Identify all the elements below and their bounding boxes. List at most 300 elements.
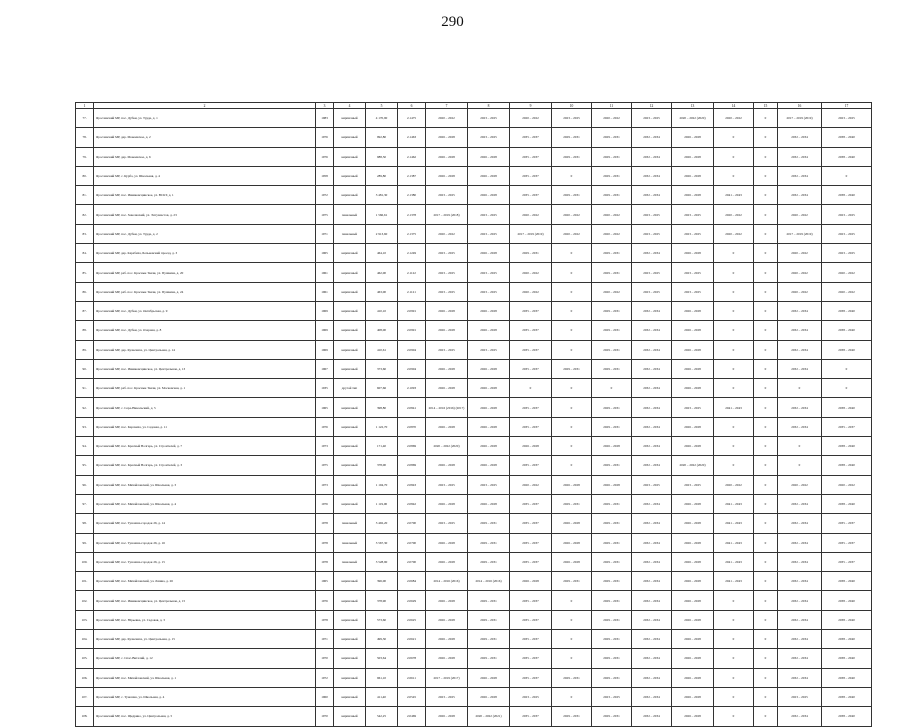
table-cell: 2035 – 2037 bbox=[510, 186, 552, 205]
table-cell: 2023 – 2025 bbox=[632, 282, 672, 301]
address-cell: Ярославский МР, дер. Кузнечиха, ул. Центральная, д. 14 bbox=[94, 340, 316, 359]
table-cell: 2029 – 2031 bbox=[592, 128, 632, 147]
table-cell: 2032 – 2034 bbox=[778, 668, 822, 687]
address-cell: Ярославский МР, пос. Ивняковсцинское, ул. Центральная, д. 15 bbox=[94, 591, 316, 610]
table-cell: 1978 bbox=[316, 610, 334, 629]
table-cell: 105. bbox=[76, 649, 94, 668]
table-cell: 2020 – 2022 bbox=[552, 205, 592, 224]
column-header: 2 bbox=[94, 103, 316, 109]
column-header: 14 bbox=[714, 103, 754, 109]
address-cell: Ярославский МР, дер. Мокеевское, д. 2 bbox=[94, 128, 316, 147]
table-cell: 2038 – 2040 bbox=[822, 340, 872, 359]
table-cell: 2020 – 2022 bbox=[714, 109, 754, 128]
table-row bbox=[76, 475, 872, 494]
table-row bbox=[76, 417, 872, 436]
table-cell: 2020 – 2022 bbox=[714, 205, 754, 224]
table-cell: 83. bbox=[76, 224, 94, 243]
table-cell: 2026 – 2028 bbox=[426, 456, 468, 475]
table-cell: 2.0869 bbox=[398, 456, 426, 475]
table-cell: 0 bbox=[552, 263, 592, 282]
address-cell: Ярославский МР, пос. Карачиха, ул. Садовая, д. 11 bbox=[94, 417, 316, 436]
table-cell: 2029 – 2031 bbox=[552, 707, 592, 726]
table-cell: 2023 – 2025 bbox=[468, 224, 510, 243]
table-cell: 2023 – 2025 bbox=[426, 687, 468, 706]
table-cell: 2 913,60 bbox=[366, 224, 398, 243]
table-cell: кирпичный bbox=[334, 649, 366, 668]
table-cell: 2023 – 2025 bbox=[426, 263, 468, 282]
table-cell: 2029 – 2031 bbox=[592, 340, 632, 359]
table-row bbox=[76, 552, 872, 571]
table-cell: 2038 – 2040 bbox=[822, 321, 872, 340]
table-cell: кирпичный bbox=[334, 398, 366, 417]
table-row bbox=[76, 128, 872, 147]
table-cell: 2.0625 bbox=[398, 610, 426, 629]
table-cell: 2026 – 2028 bbox=[672, 340, 714, 359]
table-cell: 2023 – 2025 bbox=[672, 398, 714, 417]
table-cell: 2029 – 2031 bbox=[592, 359, 632, 378]
table-cell: 2026 – 2028 bbox=[426, 379, 468, 398]
table-cell: 2038 – 2040 bbox=[822, 301, 872, 320]
table-row bbox=[76, 707, 872, 726]
table-cell: 2026 – 2028 bbox=[426, 533, 468, 552]
table-cell: 0 bbox=[778, 456, 822, 475]
table-cell: 289,80 bbox=[366, 166, 398, 185]
table-row bbox=[76, 610, 872, 629]
table-cell: 0 bbox=[754, 321, 778, 340]
table-cell: 2.0870 bbox=[398, 417, 426, 436]
table-row bbox=[76, 437, 872, 456]
address-cell: Ярославский МР, дер. Мокеевское, д. 6 bbox=[94, 147, 316, 166]
table-cell: 0 bbox=[754, 610, 778, 629]
table-cell: 1961 bbox=[316, 263, 334, 282]
table-cell: 2029 – 2031 bbox=[552, 668, 592, 687]
table-cell: 1983 bbox=[316, 109, 334, 128]
table-cell: 2029 – 2031 bbox=[468, 649, 510, 668]
table-cell: 2026 – 2028 bbox=[552, 533, 592, 552]
table-cell: 2020 – 2022 (2020) bbox=[672, 456, 714, 475]
table-cell: 99. bbox=[76, 533, 94, 552]
table-cell: 2032 – 2034 bbox=[778, 514, 822, 533]
table-cell: 2041 – 2043 bbox=[714, 572, 754, 591]
table-cell: 2032 – 2034 bbox=[632, 166, 672, 185]
table-cell: 2017 – 2019 (2019) bbox=[778, 109, 822, 128]
table-cell: 2026 – 2028 bbox=[426, 630, 468, 649]
table-cell: 2029 – 2031 bbox=[592, 244, 632, 263]
table-cell: кирпичный bbox=[334, 301, 366, 320]
column-header: 12 bbox=[632, 103, 672, 109]
table-cell: 97. bbox=[76, 494, 94, 513]
table-row bbox=[76, 244, 872, 263]
table-cell: 2032 – 2034 bbox=[632, 301, 672, 320]
column-header: 1 bbox=[76, 103, 94, 109]
table-cell: 100. bbox=[76, 552, 94, 571]
table-row bbox=[76, 514, 872, 533]
table-cell: 0 bbox=[552, 417, 592, 436]
table-cell: 2023 – 2025 bbox=[822, 109, 872, 128]
column-header: 9 bbox=[510, 103, 552, 109]
table-cell: 2020 – 2022 bbox=[510, 109, 552, 128]
table-cell: 2029 – 2031 bbox=[592, 707, 632, 726]
table-cell: 2.0678 bbox=[398, 649, 426, 668]
table-row bbox=[76, 147, 872, 166]
table-cell: 2.1378 bbox=[398, 205, 426, 224]
table-cell: 86. bbox=[76, 282, 94, 301]
table-cell: 2026 – 2028 bbox=[510, 437, 552, 456]
table-cell: 2.1375 bbox=[398, 224, 426, 243]
table-row bbox=[76, 224, 872, 243]
table-cell: 378,90 bbox=[366, 591, 398, 610]
table-cell: 80. bbox=[76, 166, 94, 185]
table-cell: 2023 – 2025 bbox=[632, 475, 672, 494]
table-cell: 2023 – 2025 bbox=[426, 282, 468, 301]
table-cell: 464,10 bbox=[366, 244, 398, 263]
table-cell: 2032 – 2034 bbox=[778, 552, 822, 571]
table-cell: 2029 – 2031 bbox=[552, 147, 592, 166]
address-cell: Ярославский МР, пос. Туношна-городок 26, д. 15 bbox=[94, 552, 316, 571]
table-cell: 0 bbox=[754, 128, 778, 147]
table-cell: 2038 – 2040 bbox=[822, 687, 872, 706]
table-cell: 98. bbox=[76, 514, 94, 533]
table-cell: 2020 – 2022 bbox=[822, 263, 872, 282]
table-cell: 2023 – 2025 bbox=[672, 205, 714, 224]
table-cell: 2026 – 2028 bbox=[426, 591, 468, 610]
table-cell: 0 bbox=[754, 649, 778, 668]
table-cell: 0 bbox=[714, 282, 754, 301]
table-cell: 2032 – 2034 bbox=[778, 398, 822, 417]
table-cell: кирпичный bbox=[334, 437, 366, 456]
table-cell: 2032 – 2034 bbox=[632, 244, 672, 263]
table-cell: 2026 – 2028 bbox=[426, 707, 468, 726]
table-cell: 2026 – 2028 bbox=[468, 244, 510, 263]
table-cell: 2041 – 2043 bbox=[714, 398, 754, 417]
address-cell: Ярославский МР, пос. Михайловский, ул. Школьная, д. 4 bbox=[94, 494, 316, 513]
table-cell: 108. bbox=[76, 707, 94, 726]
table-cell: 2023 – 2025 bbox=[632, 263, 672, 282]
table-cell: 2023 – 2025 bbox=[510, 687, 552, 706]
table-cell: 1976 bbox=[316, 147, 334, 166]
table-cell: 2020 – 2022 bbox=[822, 282, 872, 301]
table-cell: 2032 – 2034 bbox=[778, 417, 822, 436]
table-cell: 2.0843 bbox=[398, 475, 426, 494]
table-row bbox=[76, 109, 872, 128]
column-header: 13 bbox=[672, 103, 714, 109]
table-row bbox=[76, 398, 872, 417]
table-cell: 0 bbox=[822, 379, 872, 398]
table-cell: 0 bbox=[754, 340, 778, 359]
table-row bbox=[76, 205, 872, 224]
address-cell: Ярославский МР, с. Курба, ул. Школьная, д. 4 bbox=[94, 166, 316, 185]
table-cell: 2035 – 2037 bbox=[510, 707, 552, 726]
table-cell: 2.0869 bbox=[398, 437, 426, 456]
table-cell: 2017 – 2019 (2017) bbox=[426, 668, 468, 687]
table-cell: 2035 – 2037 bbox=[510, 166, 552, 185]
table-cell: 2035 – 2037 bbox=[510, 456, 552, 475]
table-cell: 102. bbox=[76, 591, 94, 610]
table-cell: 0 bbox=[754, 572, 778, 591]
table-cell: 2017 – 2019 (2019) bbox=[510, 224, 552, 243]
table-cell: 0 bbox=[552, 456, 592, 475]
table-cell: 2014 – 2016 (2016) bbox=[426, 572, 468, 591]
table-cell: 411,40 bbox=[366, 687, 398, 706]
column-header: 3 bbox=[316, 103, 334, 109]
table-cell: 988,50 bbox=[366, 147, 398, 166]
table-cell: 2029 – 2031 bbox=[592, 456, 632, 475]
address-cell: Ярославский МР, раб. пос. Красные Ткачи, ул. Московская, д. 1 bbox=[94, 379, 316, 398]
table-cell: 2023 – 2025 bbox=[552, 109, 592, 128]
table-cell: 2029 – 2031 bbox=[592, 630, 632, 649]
table-cell: 0 bbox=[754, 166, 778, 185]
table-cell: 1976 bbox=[316, 591, 334, 610]
table-cell: 2020 – 2022 bbox=[552, 224, 592, 243]
table-cell: 0 bbox=[754, 186, 778, 205]
table-cell: 79. bbox=[76, 147, 94, 166]
table-cell: 1960 bbox=[316, 687, 334, 706]
table-cell: 2032 – 2034 bbox=[632, 572, 672, 591]
table-cell: 2035 – 2037 bbox=[822, 552, 872, 571]
table-cell: 0 bbox=[552, 437, 592, 456]
table-cell: 2026 – 2028 bbox=[672, 128, 714, 147]
table-cell: 2035 – 2037 bbox=[510, 340, 552, 359]
table-cell: 0 bbox=[552, 301, 592, 320]
table-cell: 2035 – 2037 bbox=[510, 301, 552, 320]
address-cell: Ярославский МР, раб. пос. Красные Ткачи, ул. Пушкина, д. 20 bbox=[94, 263, 316, 282]
table-cell: 378,00 bbox=[366, 456, 398, 475]
table-cell: 2023 – 2025 bbox=[426, 475, 468, 494]
table-cell: 607,66 bbox=[366, 379, 398, 398]
column-header: 10 bbox=[552, 103, 592, 109]
table-cell: кирпичный bbox=[334, 147, 366, 166]
address-cell: Ярославский МР, пос. Туношна-городок 26, д. 16 bbox=[94, 533, 316, 552]
table-cell: 0 bbox=[754, 475, 778, 494]
table-cell: 106. bbox=[76, 668, 94, 687]
table-cell: 2017 – 2019 (2019) bbox=[778, 224, 822, 243]
table-cell: 2026 – 2028 bbox=[468, 668, 510, 687]
table-cell: 2032 – 2034 bbox=[778, 533, 822, 552]
table-cell: 2026 – 2028 bbox=[672, 630, 714, 649]
table-cell: 2026 – 2028 bbox=[510, 572, 552, 591]
table-row bbox=[76, 630, 872, 649]
table-cell: 2032 – 2034 bbox=[632, 359, 672, 378]
address-cell: Ярославский МР, пос. Красный Волгарь, ул. Строителей, д. 7 bbox=[94, 437, 316, 456]
table-cell: 2035 – 2037 bbox=[510, 398, 552, 417]
table-cell: 1935 bbox=[316, 379, 334, 398]
table-row bbox=[76, 321, 872, 340]
table-cell: 2026 – 2028 bbox=[672, 147, 714, 166]
table-cell: 0 bbox=[714, 359, 754, 378]
table-cell: 0 bbox=[754, 591, 778, 610]
table-cell: 84. bbox=[76, 244, 94, 263]
column-header: 6 bbox=[398, 103, 426, 109]
table-row bbox=[76, 359, 872, 378]
table-cell: 0 bbox=[754, 379, 778, 398]
table-cell: 2026 – 2028 bbox=[672, 687, 714, 706]
table-cell: 398,80 bbox=[366, 398, 398, 417]
column-header: 16 bbox=[778, 103, 822, 109]
table-cell: 0 bbox=[714, 128, 754, 147]
table-cell: 2029 – 2031 bbox=[552, 572, 592, 591]
table-cell: 2020 – 2022 bbox=[510, 205, 552, 224]
table-cell: 0 bbox=[714, 417, 754, 436]
table-cell: кирпичный bbox=[334, 166, 366, 185]
table-cell: 1 104,70 bbox=[366, 475, 398, 494]
table-cell: 2.0700 bbox=[398, 552, 426, 571]
address-cell: Ярославский МР, пос. Красный Волгарь, ул. Строителей, д. 3 bbox=[94, 456, 316, 475]
table-cell: 2029 – 2031 bbox=[592, 301, 632, 320]
table-cell: 92. bbox=[76, 398, 94, 417]
table-cell: 2020 – 2022 bbox=[778, 282, 822, 301]
table-cell: 0 bbox=[754, 301, 778, 320]
table-cell: 2023 – 2025 bbox=[672, 224, 714, 243]
table-cell: 0 bbox=[552, 630, 592, 649]
table-cell: 2032 – 2034 bbox=[778, 147, 822, 166]
table-cell: 2.0841 bbox=[398, 398, 426, 417]
table-cell: 2038 – 2040 bbox=[822, 610, 872, 629]
table-cell: 2029 – 2031 bbox=[592, 668, 632, 687]
table-cell: 2026 – 2028 bbox=[672, 244, 714, 263]
address-cell: Ярославский МР, пос. Ивняковсцинское, ул. ВСКТ, д. 1 bbox=[94, 186, 316, 205]
table-cell: 1970 bbox=[316, 649, 334, 668]
table-cell: 2017 – 2019 (2018) bbox=[426, 205, 468, 224]
table-cell: 1 566,61 bbox=[366, 205, 398, 224]
table-cell: 2.0991 bbox=[398, 321, 426, 340]
table-cell: 0 bbox=[822, 359, 872, 378]
table-cell: 2.1093 bbox=[398, 379, 426, 398]
table-cell: 2020 – 2022 (2020) bbox=[672, 109, 714, 128]
table-cell: кирпичный bbox=[334, 475, 366, 494]
table-cell: 2020 – 2022 bbox=[778, 263, 822, 282]
table-cell: 85. bbox=[76, 263, 94, 282]
address-cell: Ярославский МР, дер. Карабиха, Бельковский проезд, д. 3 bbox=[94, 244, 316, 263]
table-cell: 2041 – 2043 bbox=[714, 533, 754, 552]
table-row bbox=[76, 591, 872, 610]
table-cell: 2023 – 2025 bbox=[468, 475, 510, 494]
table-cell: 2029 – 2031 bbox=[592, 398, 632, 417]
table-cell: 2020 – 2022 bbox=[592, 205, 632, 224]
table-cell: 2032 – 2034 bbox=[778, 630, 822, 649]
table-cell: 2032 – 2034 bbox=[632, 379, 672, 398]
table-cell: 107. bbox=[76, 687, 94, 706]
table-cell: кирпичный bbox=[334, 417, 366, 436]
table-cell: 3 481,30 bbox=[366, 186, 398, 205]
table-cell: 2029 – 2031 bbox=[592, 591, 632, 610]
table-cell: 2026 – 2028 bbox=[426, 649, 468, 668]
table-cell: 2029 – 2031 bbox=[592, 514, 632, 533]
table-cell: 2029 – 2031 bbox=[552, 359, 592, 378]
table-cell: 2029 – 2031 bbox=[468, 630, 510, 649]
table-cell: 2026 – 2028 bbox=[672, 379, 714, 398]
table-cell: 171,40 bbox=[366, 437, 398, 456]
table-cell: 2.0700 bbox=[398, 514, 426, 533]
table-cell: 2032 – 2034 bbox=[632, 340, 672, 359]
table-cell: 2023 – 2025 bbox=[672, 475, 714, 494]
table-cell: кирпичный bbox=[334, 707, 366, 726]
table-cell: 2032 – 2034 bbox=[632, 456, 672, 475]
table-cell: 2035 – 2037 bbox=[510, 668, 552, 687]
table-cell: 408,00 bbox=[366, 321, 398, 340]
table-cell: 1976 bbox=[316, 417, 334, 436]
table-cell: 2026 – 2028 bbox=[426, 128, 468, 147]
table-cell: 1 119,00 bbox=[366, 494, 398, 513]
table-cell: 2023 – 2025 bbox=[426, 244, 468, 263]
table-cell: 2035 – 2037 bbox=[822, 533, 872, 552]
table-cell: 2029 – 2031 bbox=[592, 533, 632, 552]
table-cell: панельный bbox=[334, 552, 366, 571]
table-cell: 2023 – 2025 bbox=[632, 205, 672, 224]
table-cell: 2026 – 2028 bbox=[672, 707, 714, 726]
table-cell: 3 528,90 bbox=[366, 552, 398, 571]
table-cell: кирпичный bbox=[334, 128, 366, 147]
capital-repair-schedule-table bbox=[75, 102, 872, 727]
table-cell: 2020 – 2022 bbox=[426, 224, 468, 243]
table-cell: 2026 – 2028 bbox=[552, 552, 592, 571]
table-cell: 0 bbox=[552, 591, 592, 610]
table-cell: 2026 – 2028 bbox=[672, 437, 714, 456]
table-cell: 0 bbox=[754, 456, 778, 475]
table-cell: 77. bbox=[76, 109, 94, 128]
table-cell: 2035 – 2037 bbox=[510, 610, 552, 629]
table-cell: 2023 – 2025 bbox=[672, 282, 714, 301]
table-cell: 0 bbox=[714, 630, 754, 649]
table-cell: 3 492,20 bbox=[366, 514, 398, 533]
table-cell: 0 bbox=[714, 321, 754, 340]
table-cell: 1976 bbox=[316, 494, 334, 513]
table-cell: 2032 – 2034 bbox=[632, 649, 672, 668]
table-cell: 90. bbox=[76, 359, 94, 378]
table-cell: 96. bbox=[76, 475, 94, 494]
table-cell: 1965 bbox=[316, 244, 334, 263]
table-cell: 0 bbox=[714, 707, 754, 726]
table-cell: 0 bbox=[552, 398, 592, 417]
table-cell: 373,60 bbox=[366, 359, 398, 378]
table-cell: 2020 – 2022 bbox=[592, 224, 632, 243]
table-cell: 2020 – 2022 bbox=[592, 109, 632, 128]
table-cell: 2026 – 2028 bbox=[426, 301, 468, 320]
table-cell: 2029 – 2031 bbox=[592, 610, 632, 629]
table-cell: 101. bbox=[76, 572, 94, 591]
table-cell: 2023 – 2025 bbox=[426, 186, 468, 205]
table-cell: 0 bbox=[552, 610, 592, 629]
table-cell: 2026 – 2028 bbox=[672, 610, 714, 629]
table-cell: 2029 – 2031 bbox=[592, 494, 632, 513]
table-cell: 2026 – 2028 bbox=[468, 494, 510, 513]
table-cell: 2026 – 2028 bbox=[426, 610, 468, 629]
table-cell: 2026 – 2028 bbox=[426, 166, 468, 185]
table-cell: 0 bbox=[552, 244, 592, 263]
table-cell: 2026 – 2028 bbox=[672, 668, 714, 687]
table-cell: 2029 – 2031 bbox=[592, 649, 632, 668]
table-row bbox=[76, 186, 872, 205]
column-header: 7 bbox=[426, 103, 468, 109]
table-cell: 2038 – 2040 bbox=[822, 398, 872, 417]
table-cell: 2029 – 2031 bbox=[592, 417, 632, 436]
table-cell: 2026 – 2028 bbox=[468, 417, 510, 436]
table-cell: 396,00 bbox=[366, 572, 398, 591]
table-row bbox=[76, 263, 872, 282]
table-cell: 2032 – 2034 bbox=[632, 630, 672, 649]
table-cell: 2026 – 2028 bbox=[468, 456, 510, 475]
table-cell: 81. bbox=[76, 186, 94, 205]
table-cell: 2032 – 2034 bbox=[778, 707, 822, 726]
table-cell: 1965 bbox=[316, 398, 334, 417]
table-cell: 0 bbox=[754, 109, 778, 128]
table-cell: панельный bbox=[334, 224, 366, 243]
table-cell: 0 bbox=[714, 668, 754, 687]
table-row bbox=[76, 456, 872, 475]
address-cell: Ярославский МР, пос. Юрьевка, ул. Садовая, д. 3 bbox=[94, 610, 316, 629]
table-cell: 93. bbox=[76, 417, 94, 436]
table-cell: 2038 – 2040 bbox=[822, 456, 872, 475]
table-cell: 2023 – 2025 bbox=[468, 282, 510, 301]
